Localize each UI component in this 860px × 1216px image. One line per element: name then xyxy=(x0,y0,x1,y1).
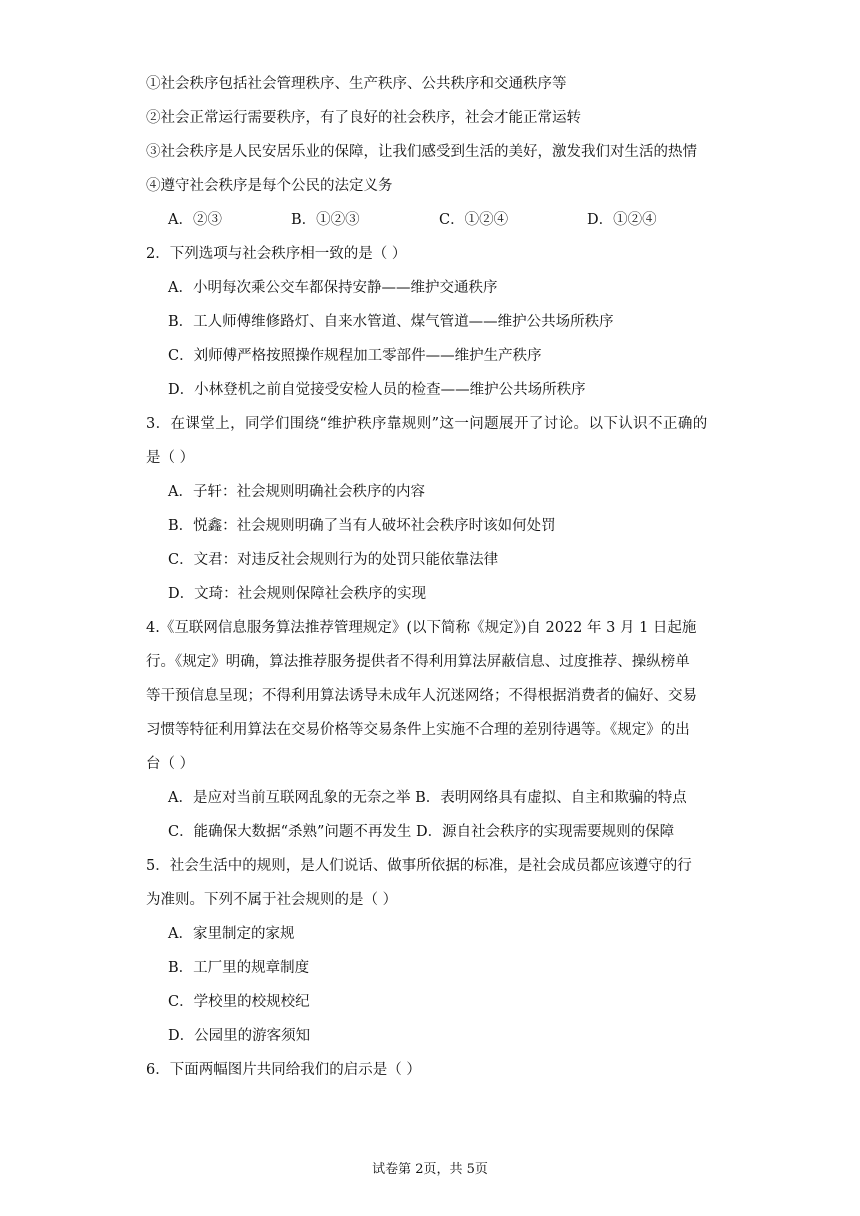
q3-option-c: C．文君：对违反社会规则行为的处罚只能依靠法律 xyxy=(168,552,499,568)
q5-option-c: C．学校里的校规校纪 xyxy=(168,994,310,1010)
q3-option-a: A．子轩：社会规则明确社会秩序的内容 xyxy=(168,484,425,500)
q4-stem-line-1: 4.《互联网信息服务算法推荐管理规定》(以下简称《规定》)自 2022 年 3 月 1 日起施 xyxy=(146,620,697,636)
statement-2: ②社会正常运行需要秩序，有了良好的社会秩序，社会才能正常运转 xyxy=(146,110,581,126)
q5-stem-line-2: 为准则。下列不属于社会规则的是（ ） xyxy=(146,892,398,908)
q1-options xyxy=(168,210,728,230)
q2-option-c: C．刘师傅严格按照操作规程加工零部件——维护生产秩序 xyxy=(168,348,542,364)
q1-option-d: D．①②④ xyxy=(587,212,657,228)
q3-option-d: D．文琦：社会规则保障社会秩序的实现 xyxy=(168,586,427,602)
q3-stem-line-1: 3．在课堂上，同学们围绕“维护秩序靠规则”这一问题展开了讨论。以下认识不正确的 xyxy=(146,416,708,432)
q2-stem: 2．下列选项与社会秩序相一致的是（ ） xyxy=(146,246,407,262)
page-footer: 试卷第 2页，共 5页 xyxy=(372,1162,488,1177)
q4-stem-line-5: 台（ ） xyxy=(146,756,195,772)
q4-options-line-1: A．是应对当前互联网乱象的无奈之举 B．表明网络具有虚拟、自主和欺骗的特点 xyxy=(168,790,687,806)
q5-option-d: D．公园里的游客须知 xyxy=(168,1028,311,1044)
q3-option-b: B．悦鑫：社会规则明确了当有人破坏社会秩序时该如何处罚 xyxy=(168,518,556,534)
q4-stem-line-3: 等干预信息呈现；不得利用算法诱导未成年人沉迷网络；不得根据消费者的偏好、交易 xyxy=(146,688,697,704)
q4-stem-line-4: 习惯等特征利用算法在交易价格等交易条件上实施不合理的差别待遇等。《规定》的出 xyxy=(146,722,690,738)
q1-option-c: C．①②④ xyxy=(439,212,509,228)
q2-option-d: D．小林登机之前自觉接受安检人员的检查——维护公共场所秩序 xyxy=(168,382,586,398)
q4-options-line-2: C．能确保大数据“杀熟”问题不再发生 D．源自社会秩序的实现需要规则的保障 xyxy=(168,824,675,840)
statement-3: ③社会秩序是人民安居乐业的保障，让我们感受到生活的美好，激发我们对生活的热情 xyxy=(146,144,697,160)
q1-option-a: A．②③ xyxy=(168,212,222,228)
q5-stem-line-1: 5．社会生活中的规则，是人们说话、做事所依据的标准，是社会成员都应该遵守的行 xyxy=(146,858,692,874)
q2-option-a: A．小明每次乘公交车都保持安静——维护交通秩序 xyxy=(168,280,498,296)
q1-option-b: B．①②③ xyxy=(291,212,360,228)
q5-option-a: A．家里制定的家规 xyxy=(168,926,295,942)
statement-1: ①社会秩序包括社会管理秩序、生产秩序、公共秩序和交通秩序等 xyxy=(146,76,567,92)
q6-stem: 6．下面两幅图片共同给我们的启示是（ ） xyxy=(146,1062,421,1078)
q4-stem-line-2: 行。《规定》明确，算法推荐服务提供者不得利用算法屏蔽信息、过度推荐、操纵榜单 xyxy=(146,654,690,670)
q3-stem-line-2: 是（ ） xyxy=(146,450,195,466)
statement-4: ④遵守社会秩序是每个公民的法定义务 xyxy=(146,178,393,194)
q5-option-b: B．工厂里的规章制度 xyxy=(168,960,310,976)
q2-option-b: B．工人师傅维修路灯、自来水管道、煤气管道——维护公共场所秩序 xyxy=(168,314,614,330)
